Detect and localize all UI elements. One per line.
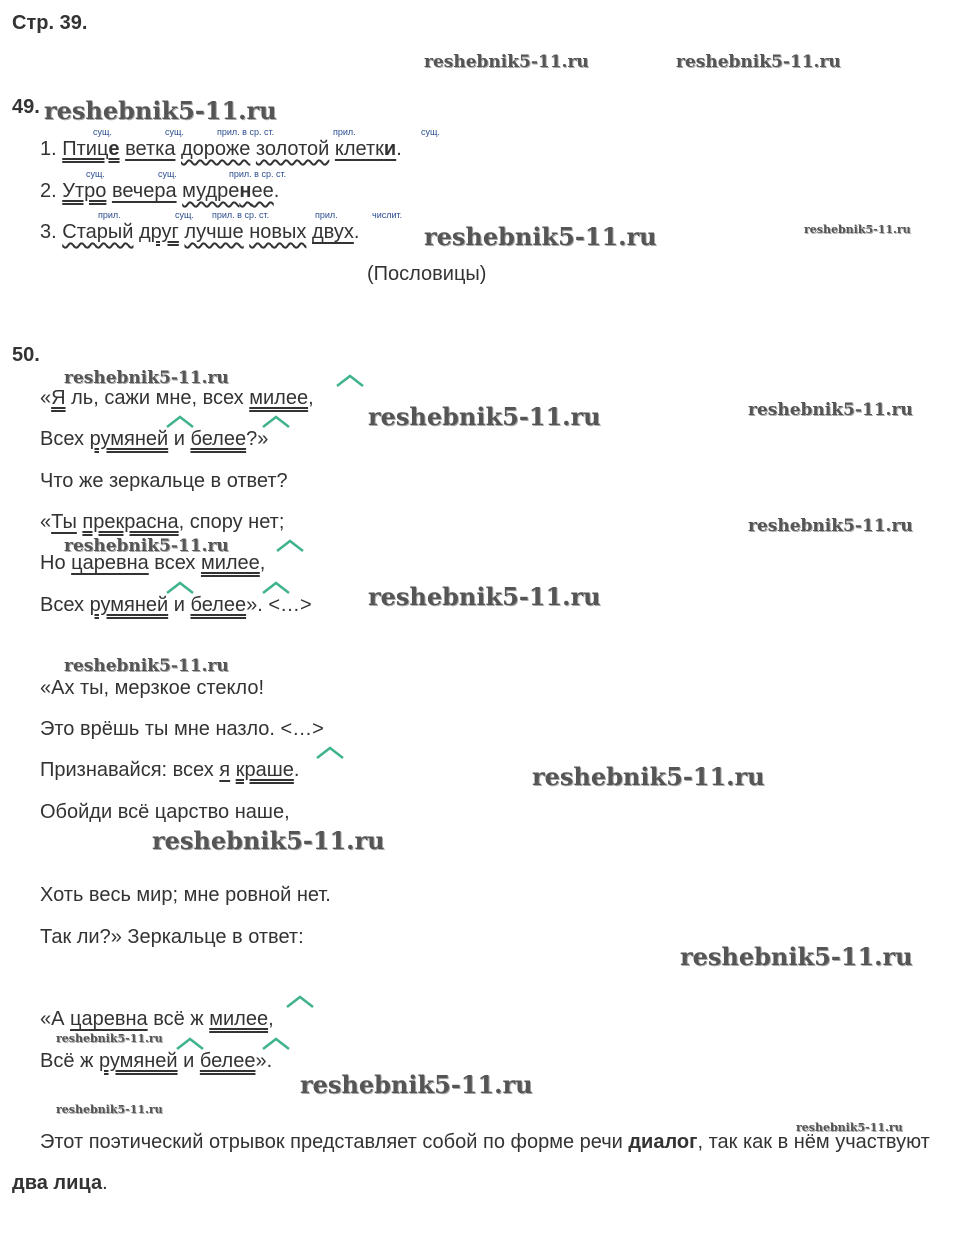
watermark: reshebnik5-11.ru bbox=[424, 52, 589, 72]
suffix-mark bbox=[316, 747, 344, 759]
word-tag: сущ. bbox=[421, 127, 440, 137]
poem-line: «Ты прекрасна, спору нет; bbox=[40, 511, 285, 533]
poem-line: Всё ж румяней и белее». bbox=[40, 1050, 273, 1072]
word-tag: прил. в ср. ст. bbox=[229, 169, 287, 179]
watermark: reshebnik5-11.ru bbox=[676, 52, 841, 72]
word-tag: прил. в ср. ст. bbox=[212, 210, 270, 220]
watermark: reshebnik5-11.ru bbox=[532, 762, 765, 791]
watermark: reshebnik5-11.ru bbox=[368, 582, 601, 611]
word-tag: прил. bbox=[315, 210, 338, 220]
proverb-line-2: 2. Утро вечера мудренее. bbox=[40, 180, 280, 202]
watermark: reshebnik5-11.ru bbox=[64, 368, 229, 388]
poem-line: Всех румяней и белее?» bbox=[40, 428, 269, 450]
poem-line: «Я ль, сажи мне, всех милее, bbox=[40, 387, 314, 409]
suffix-mark bbox=[286, 996, 314, 1008]
poem-line: Всех румяней и белее». <…> bbox=[40, 594, 312, 616]
word-tag: сущ. bbox=[158, 169, 177, 179]
word-tag: сущ. bbox=[93, 127, 112, 137]
poem-line: Но царевна всех милее, bbox=[40, 552, 266, 574]
watermark: reshebnik5-11.ru bbox=[56, 1032, 163, 1045]
watermark: reshebnik5-11.ru bbox=[804, 223, 911, 236]
watermark: reshebnik5-11.ru bbox=[748, 516, 913, 536]
watermark: reshebnik5-11.ru bbox=[424, 222, 657, 251]
watermark: reshebnik5-11.ru bbox=[44, 96, 277, 125]
poem-line: Что же зеркальце в ответ? bbox=[40, 470, 288, 492]
page-header: Стр. 39. bbox=[12, 12, 88, 34]
suffix-mark bbox=[336, 375, 364, 387]
poem-line: Так ли?» Зеркальце в ответ: bbox=[40, 926, 304, 948]
watermark: reshebnik5-11.ru bbox=[64, 536, 229, 556]
watermark: reshebnik5-11.ru bbox=[680, 942, 913, 971]
watermark: reshebnik5-11.ru bbox=[152, 826, 385, 855]
word-tag: сущ. bbox=[86, 169, 105, 179]
watermark: reshebnik5-11.ru bbox=[368, 402, 601, 431]
suffix-mark bbox=[276, 540, 304, 552]
conclusion-paragraph: Этот поэтический отрывок представляет собой по форме речи диалог, так как в нём участвуют два лица. bbox=[12, 1131, 930, 1194]
proverb-line-1: 1. Птице ветка дороже золотой клетки. bbox=[40, 138, 402, 160]
word-tag: прил. в ср. ст. bbox=[217, 127, 275, 137]
word-tag: прил. bbox=[333, 127, 356, 137]
poem-line: «Ах ты, мерзкое стекло! bbox=[40, 677, 264, 699]
poem-line: Это врёшь ты мне назло. <…> bbox=[40, 718, 324, 740]
word-tag: сущ. bbox=[175, 210, 194, 220]
task-number-49: 49. bbox=[12, 96, 40, 118]
watermark: reshebnik5-11.ru bbox=[748, 400, 913, 420]
watermark: reshebnik5-11.ru bbox=[64, 656, 229, 676]
poem-line: Хоть весь мир; мне ровной нет. bbox=[40, 884, 331, 906]
watermark: reshebnik5-11.ru bbox=[56, 1103, 163, 1116]
word-tag: сущ. bbox=[165, 127, 184, 137]
watermark: reshebnik5-11.ru bbox=[300, 1070, 533, 1099]
task-number-50: 50. bbox=[12, 344, 40, 366]
watermark: reshebnik5-11.ru bbox=[796, 1121, 903, 1134]
proverb-line-3: 3. Старый друг лучше новых двух. bbox=[40, 221, 360, 243]
word-tag: прил. bbox=[98, 210, 121, 220]
word-tag: числит. bbox=[372, 210, 403, 220]
poem-line: «А царевна всё ж милее, bbox=[40, 1008, 274, 1030]
poem-line: Обойди всё царство наше, bbox=[40, 801, 290, 823]
poem-line: Признавайся: всех я краше. bbox=[40, 759, 300, 781]
proverb-source: (Пословицы) bbox=[367, 263, 487, 285]
